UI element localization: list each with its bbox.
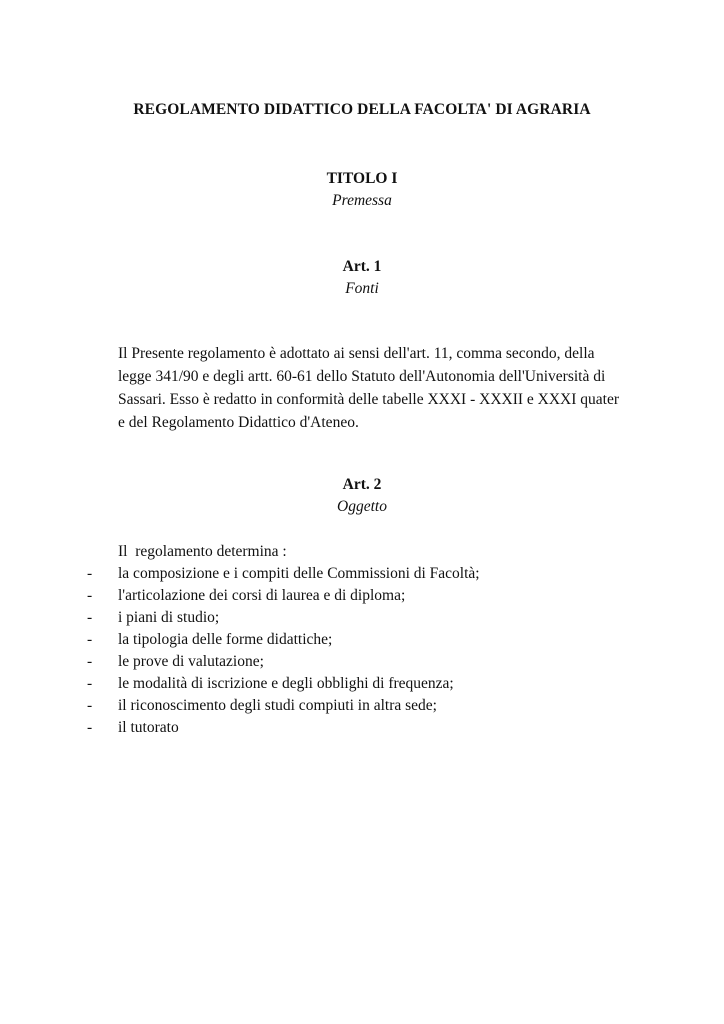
titolo-label: TITOLO I [326, 170, 398, 187]
list-item [0, 651, 724, 673]
titolo-subtitle: Premessa [332, 192, 392, 209]
list-dash: - [87, 609, 93, 626]
list-dash: - [87, 653, 93, 670]
list-item-text: il tutorato [118, 719, 179, 736]
list-dash: - [87, 675, 93, 692]
list-item-text: il riconoscimento degli studi compiuti in altra sede; [118, 697, 437, 714]
list-item-text: le prove di valutazione; [118, 653, 264, 670]
art2-heading [0, 474, 724, 518]
list-item-text: la tipologia delle forme didattiche; [118, 631, 333, 648]
art1-line: Il Presente regolamento è adottato ai sensi dell'art. 11, comma secondo, della [118, 345, 595, 362]
list-item-text: l'articolazione dei corsi di laurea e di diploma; [118, 587, 406, 604]
titolo-heading [0, 168, 724, 212]
art2-subtitle: Oggetto [337, 498, 387, 515]
art1-paragraph [118, 342, 638, 434]
art1-line: legge 341/90 e degli artt. 60-61 dello Statuto dell'Autonomia dell'Università di [118, 368, 606, 385]
art1-line: e del Regolamento Didattico d'Ateneo. [118, 414, 359, 431]
list-item-text: i piani di studio; [118, 609, 220, 626]
list-dash: - [87, 697, 93, 714]
list-item [0, 717, 724, 739]
art1-heading [0, 256, 724, 300]
art2-label: Art. 2 [342, 476, 382, 493]
list-item [0, 673, 724, 695]
list-dash: - [87, 719, 93, 736]
list-item-text: le modalità di iscrizione e degli obblighi di frequenza; [118, 675, 454, 692]
list-dash: - [87, 587, 93, 604]
list-item [0, 607, 724, 629]
art1-subtitle: Fonti [345, 280, 379, 297]
art2-intro: Il regolamento determina : [118, 543, 287, 560]
list-item [0, 585, 724, 607]
art1-label: Art. 1 [342, 258, 382, 275]
list-item [0, 695, 724, 717]
list-item [0, 563, 724, 585]
art1-line: Sassari. Esso è redatto in conformità delle tabelle XXXI - XXXII e XXXI quater [118, 391, 620, 408]
list-item-text: la composizione e i compiti delle Commissioni di Facoltà; [118, 565, 480, 582]
document-title: REGOLAMENTO DIDATTICO DELLA FACOLTA' DI AGRARIA [133, 101, 591, 118]
art2-list [0, 563, 724, 739]
list-item [0, 629, 724, 651]
list-dash: - [87, 631, 93, 648]
list-dash: - [87, 565, 93, 582]
